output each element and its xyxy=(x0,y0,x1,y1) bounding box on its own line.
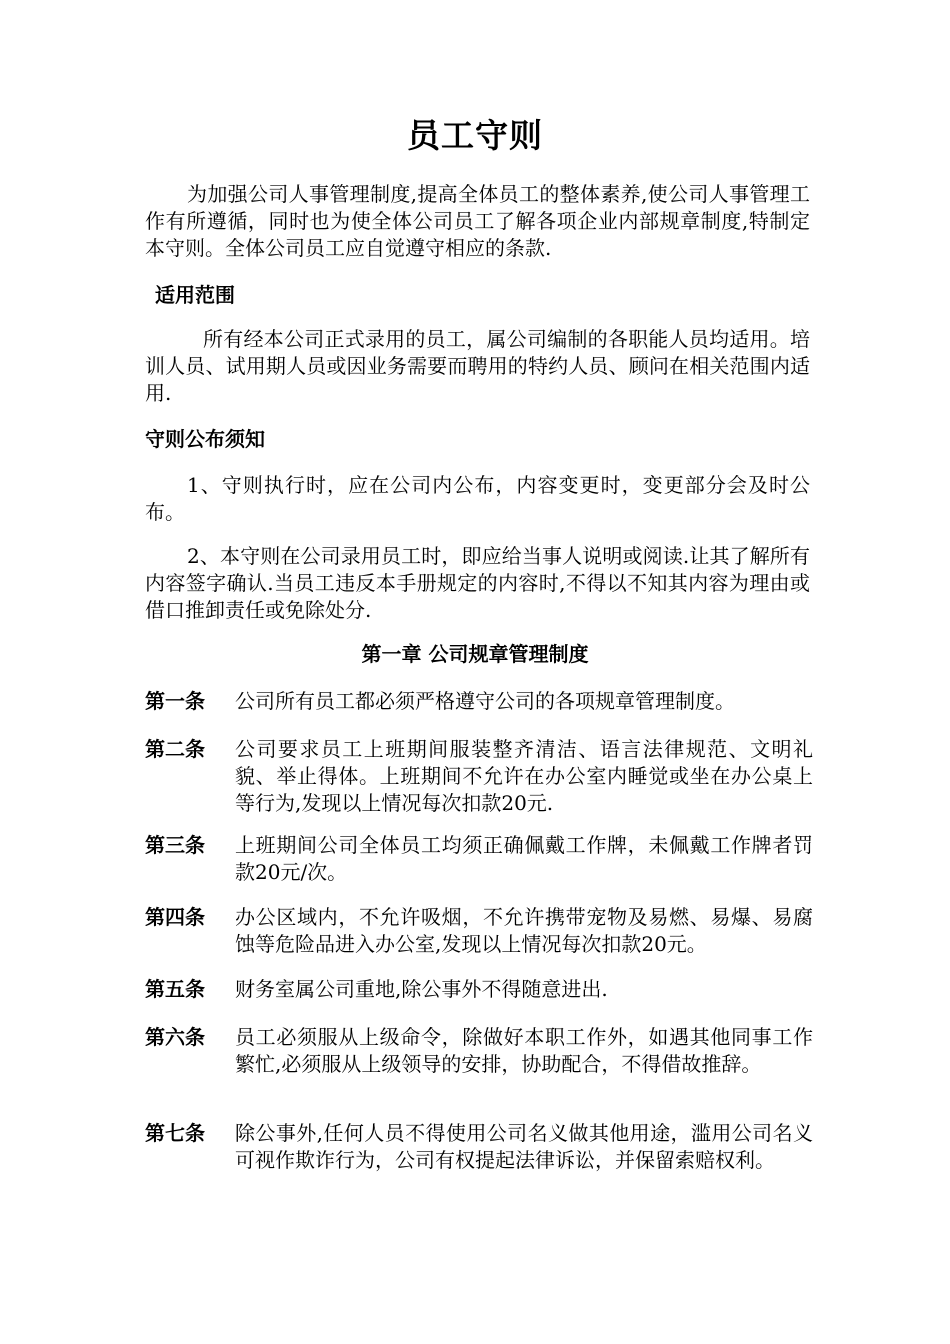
article-text: 除公事外,任何人员不得使用公司名义做其他用途，滥用公司名义可视作欺诈行为，公司有权提起法律诉讼，并保留索赔权利。 xyxy=(235,1121,813,1172)
notice-heading: 守则公布须知 xyxy=(145,427,265,451)
article-label: 第二条 xyxy=(145,737,205,761)
scope-paragraph: 所有经本公司正式录用的员工，属公司编制的各职能人员均适用。培训人员、试用期人员或因业务需要而聘用的特约人员、顾问在相关范围内适用. xyxy=(145,327,810,405)
article-text: 财务室属公司重地,除公事外不得随意进出. xyxy=(235,977,608,1001)
article-label: 第一条 xyxy=(145,689,205,713)
article-label: 第五条 xyxy=(145,977,205,1001)
article-label: 第四条 xyxy=(145,905,205,929)
notice-item-2: 2、本守则在公司录用员工时，即应给当事人说明或阅读.让其了解所有内容签字确认.当员工违反本手册规定的内容时,不得以不知其内容为理由或借口推卸责任或免除处分. xyxy=(145,544,810,622)
article-text: 公司要求员工上班期间服装整齐清洁、语言法律规范、文明礼貌、举止得体。上班期间不允许在办公室内睡觉或坐在办公桌上等行为,发现以上情况每次扣款20元. xyxy=(235,737,813,815)
scope-heading: 适用范围 xyxy=(155,283,235,307)
intro-paragraph: 为加强公司人事管理制度,提高全体员工的整体素养,使公司人事管理工作有所遵循，同时也为使全体公司员工了解各项企业内部规章制度,特制定本守则。全体公司员工应自觉遵守相应的条款. xyxy=(145,182,810,260)
article-text: 公司所有员工都必须严格遵守公司的各项规章管理制度。 xyxy=(235,689,735,713)
document-title: 员工守则 xyxy=(407,116,543,155)
article-label: 第六条 xyxy=(145,1025,205,1049)
article-label: 第三条 xyxy=(145,833,205,857)
article-text: 办公区域内，不允许吸烟，不允许携带宠物及易燃、易爆、易腐蚀等危险品进入办公室,发现以上情况每次扣款20元。 xyxy=(235,905,813,956)
article-text: 员工必须服从上级命令，除做好本职工作外，如遇其他同事工作繁忙,必须服从上级领导的安排，协助配合，不得借故推辞。 xyxy=(235,1025,813,1076)
chapter-title: 第一章 公司规章管理制度 xyxy=(361,642,589,666)
article-label: 第七条 xyxy=(145,1121,205,1145)
notice-item-1: 1、守则执行时，应在公司内公布，内容变更时，变更部分会及时公布。 xyxy=(145,473,810,524)
article-text: 上班期间公司全体员工均须正确佩戴工作牌，未佩戴工作牌者罚款20元/次。 xyxy=(235,833,813,884)
